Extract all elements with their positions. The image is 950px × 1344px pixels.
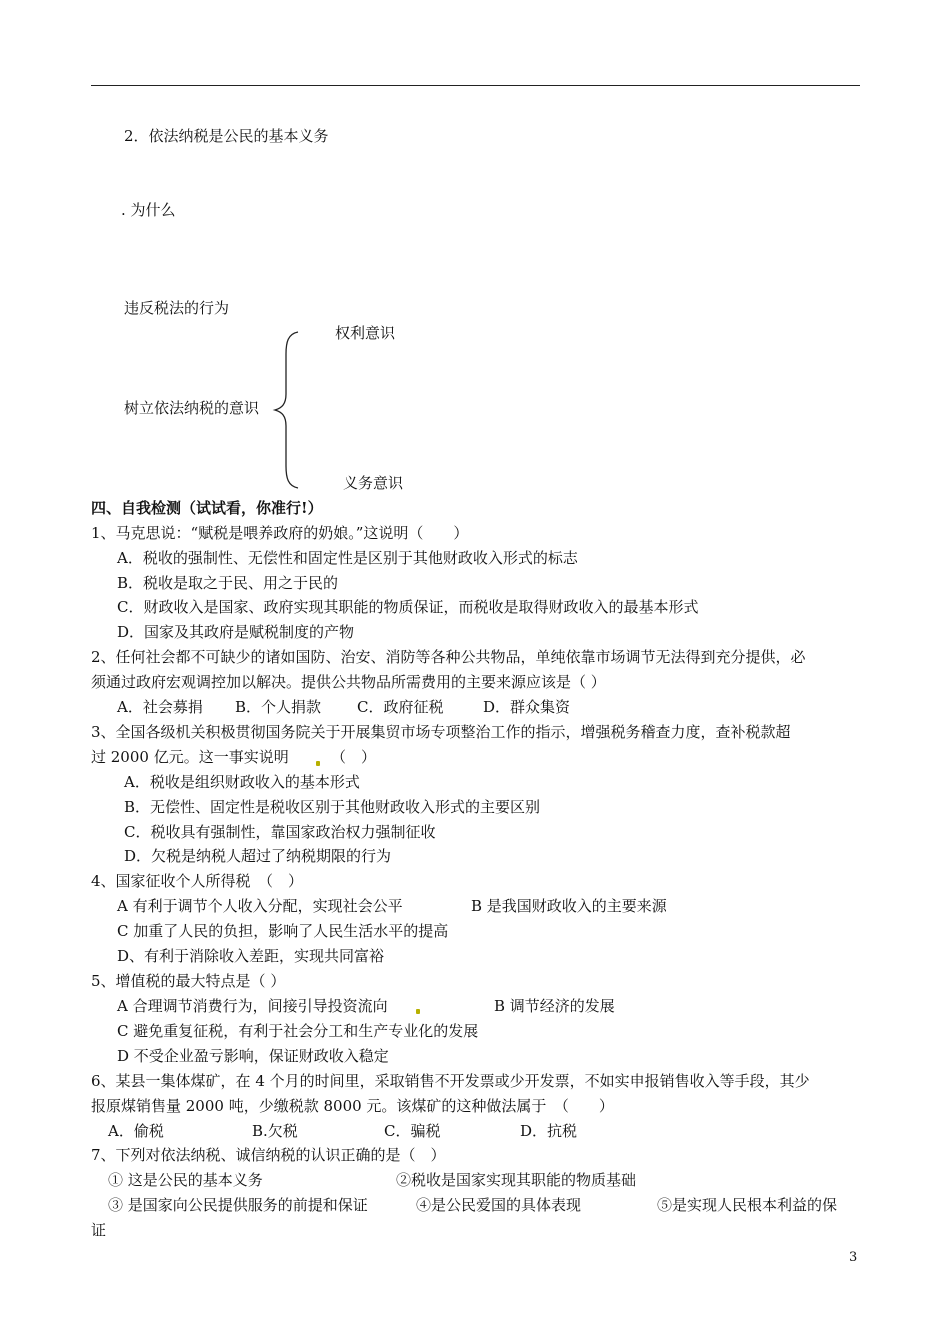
question-7-option-5-cont: 证 — [91, 1221, 107, 1239]
question-1-stem: 1、马克思说：“赋税是喂养政府的奶娘。”这说明（ ） — [91, 524, 469, 542]
question-3-option-b: B．无偿性、固定性是税收区别于其他财政收入形式的主要区别 — [124, 798, 541, 816]
question-5-option-b: B 调节经济的发展 — [494, 997, 615, 1015]
question-6-stem-line1: 6、某县一集体煤矿，在 4 个月的时间里，采取销售不开发票或少开发票，不如实申报销售收入等手段，其少 — [91, 1072, 810, 1090]
header-rule — [91, 85, 860, 86]
question-7-option-4: ④是公民爱国的具体表现 — [416, 1196, 582, 1214]
question-3-answer-blank: （ ） — [331, 748, 377, 766]
question-3-stem-line1: 3、全国各级机关积极贯彻国务院关于开展集贸市场专项整治工作的指示，增强税务稽查力度，查补税款超 — [91, 723, 791, 741]
item-2-heading: 2．依法纳税是公民的基本义务 — [124, 127, 329, 145]
question-1-option-a: A．税收的强制性、无偿性和固定性是区别于其他财政收入形式的标志 — [117, 549, 578, 567]
question-6-option-c: C．骗税 — [384, 1122, 441, 1140]
violations-label: 违反税法的行为 — [124, 299, 230, 317]
question-2-option-b: B．个人捐款 — [235, 698, 322, 716]
question-5-option-a: A 合理调节消费行为，间接引导投资流向 — [117, 997, 388, 1015]
question-7-option-1: ① 这是公民的基本义务 — [108, 1171, 263, 1189]
question-6-option-b: B.欠税 — [252, 1122, 298, 1140]
question-5-option-d: D 不受企业盈亏影响，保证财政收入稳定 — [117, 1047, 389, 1065]
question-7-option-5: ⑤是实现人民根本利益的保 — [657, 1196, 838, 1214]
question-2-stem-line1: 2、任何社会都不可缺少的诸如国防、治安、消防等各种公共物品，单纯依靠市场调节无法得到充分提供，必 — [91, 648, 806, 666]
question-2-option-d: D．群众集资 — [483, 698, 571, 716]
brace-left-label: 树立依法纳税的意识 — [124, 399, 260, 417]
self-test-heading: 四、自我检测（试试看，你准行!） — [91, 499, 323, 517]
question-5-stem: 5、增值税的最大特点是（ ） — [91, 972, 286, 990]
mark-dot — [316, 761, 320, 766]
brace-bottom-label: 义务意识 — [343, 474, 404, 492]
question-7-stem: 7、下列对依法纳税、诚信纳税的认识正确的是（ ） — [91, 1146, 446, 1164]
question-2-option-a: A．社会募捐 — [117, 698, 203, 716]
question-3-option-a: A．税收是组织财政收入的基本形式 — [124, 773, 360, 791]
question-3-option-c: C．税收具有强制性，靠国家政治权力强制征收 — [124, 823, 436, 841]
question-4-option-c: C 加重了人民的负担，影响了人民生活水平的提高 — [117, 922, 449, 940]
question-3-option-d: D．欠税是纳税人超过了纳税期限的行为 — [124, 847, 392, 865]
mark-dot — [416, 1009, 420, 1014]
page-number: 3 — [849, 1250, 858, 1265]
question-4-option-a: A 有利于调节个人收入分配，实现社会公平 — [117, 897, 403, 915]
question-4-option-b: B 是我国财政收入的主要来源 — [471, 897, 667, 915]
question-1-option-b: B．税收是取之于民、用之于民的 — [117, 574, 339, 592]
question-7-option-2: ②税收是国家实现其职能的物质基础 — [396, 1171, 637, 1189]
question-4-stem: 4、国家征收个人所得税 （ ） — [91, 872, 304, 890]
question-6-stem-line2: 报原煤销售量 2000 吨，少缴税款 8000 元。该煤矿的这种做法属于 （ ） — [91, 1097, 614, 1115]
brace-top-label: 权利意识 — [335, 324, 396, 342]
question-3-stem-line2: 过 2000 亿元。这一事实说明 — [91, 748, 289, 766]
question-2-option-c: C．政府征税 — [357, 698, 444, 716]
question-6-option-d: D．抗税 — [520, 1122, 578, 1140]
question-4-option-d: D、有利于消除收入差距，实现共同富裕 — [117, 947, 385, 965]
question-2-stem-line2: 须通过政府宏观调控加以解决。提供公共物品所需费用的主要来源应该是（ ） — [91, 673, 606, 691]
question-6-option-a: A．偷税 — [108, 1122, 164, 1140]
question-5-option-c: C 避免重复征税，有利于社会分工和生产专业化的发展 — [117, 1022, 479, 1040]
question-1-option-d: D．国家及其政府是赋税制度的产物 — [117, 623, 355, 641]
question-7-option-3: ③ 是国家向公民提供服务的前提和保证 — [108, 1196, 368, 1214]
question-1-option-c: C．财政收入是国家、政府实现其职能的物质保证，而税收是取得财政收入的最基本形式 — [117, 598, 699, 616]
curly-brace-icon — [270, 330, 306, 490]
why-label: . 为什么 — [121, 201, 176, 219]
